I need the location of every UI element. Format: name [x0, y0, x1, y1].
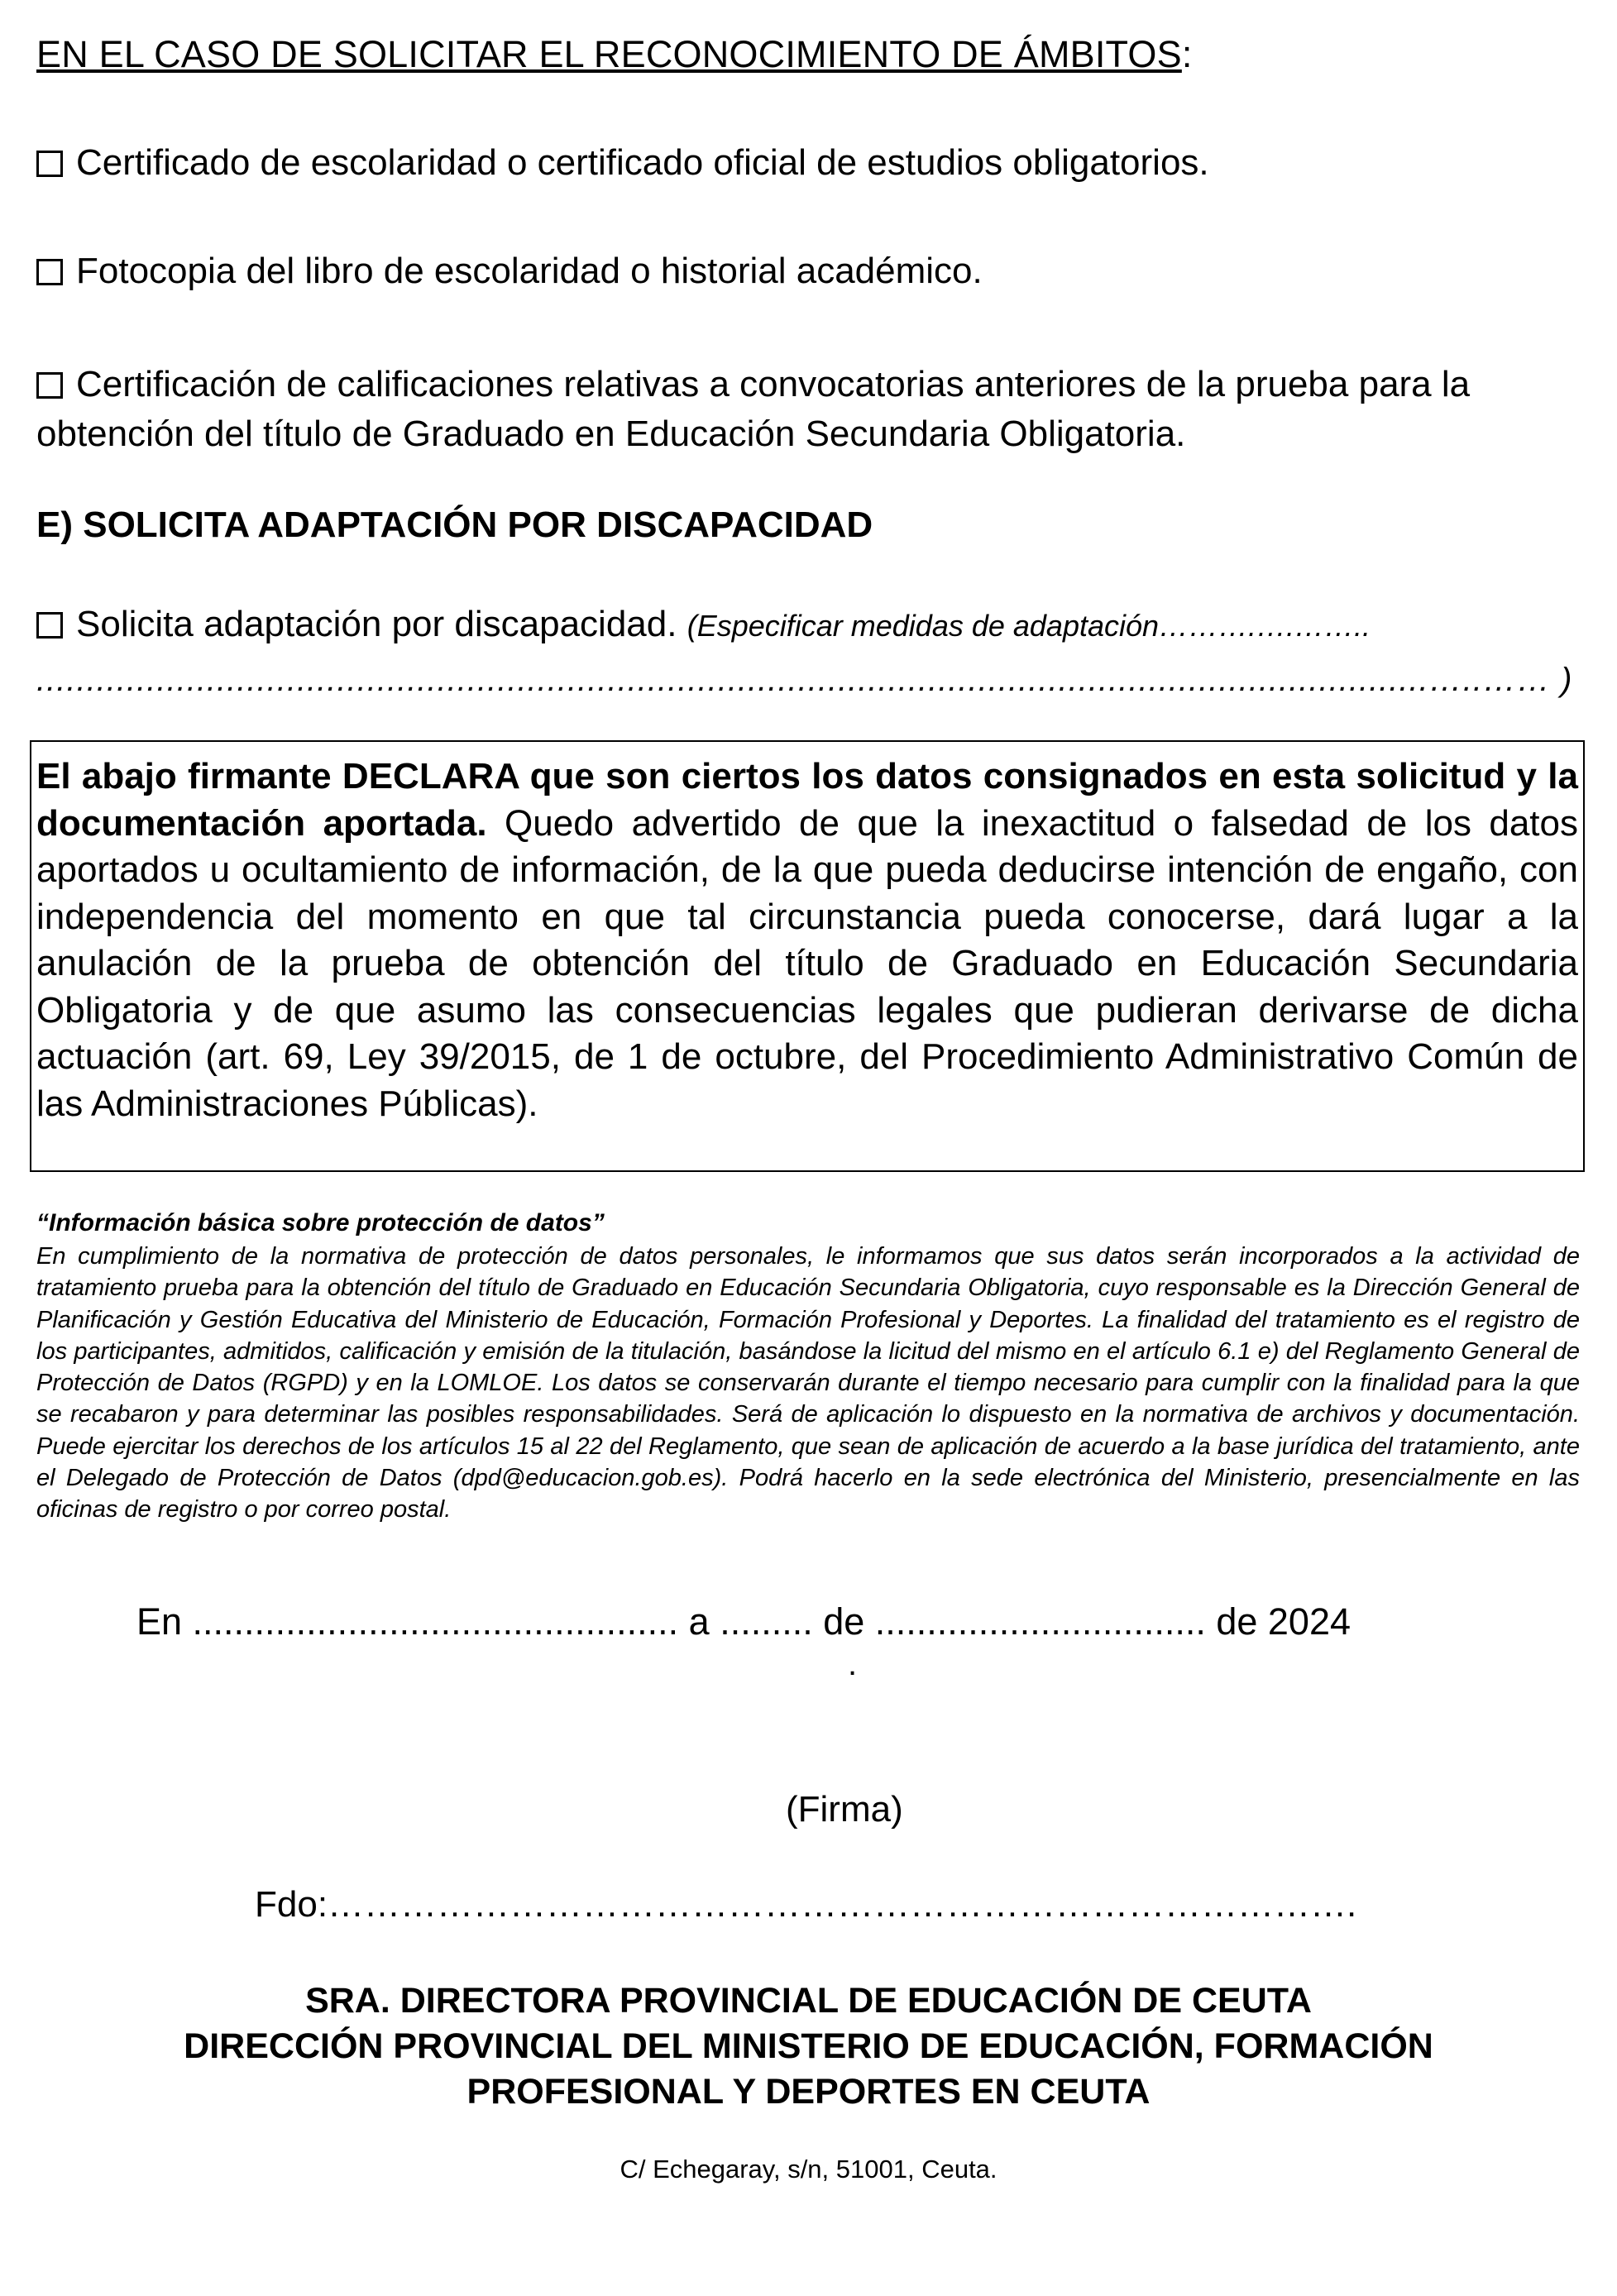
section-e-title: E) SOLICITA ADAPTACIÓN POR DISCAPACIDAD [36, 505, 873, 545]
declaration-box [30, 740, 1585, 1172]
declaration-bold: El abajo firmante DECLARA que son ciertos los datos consignados en esta solicitud y la documentación aportada. [36, 756, 1578, 844]
adaptacion-specify-hint: (Especificar medidas de adaptación……….….…….. [687, 609, 1371, 643]
ambitos-heading [36, 33, 1193, 76]
ambitos-item-certificacion[interactable] [36, 360, 1580, 459]
privacy-title: “Información básica sobre protección de datos” [36, 1209, 605, 1236]
checkbox[interactable] [36, 259, 63, 285]
ambitos-heading-text: EN EL CASO DE SOLICITAR EL RECONOCIMIENTO DE ÁMBITOS [36, 33, 1182, 75]
adaptacion-option[interactable] [36, 604, 1371, 645]
ambitos-item-fotocopia[interactable] [36, 251, 983, 292]
ambitos-item-label: Certificado de escolaridad o certificado oficial de estudios obligatorios. [76, 142, 1209, 183]
recipient-address: C/ Echegaray, s/n, 51001, Ceuta. [620, 2155, 997, 2184]
checkbox[interactable] [36, 612, 63, 639]
signature-label: (Firma) [786, 1789, 903, 1830]
declaration-body: Quedo advertido de que la inexactitud o falsedad de los datos aportados u ocultamiento de información, de la que pueda deducirse intención de engaño, con independencia del momento en que tal circunstancia pueda conocerse, dará lugar a la anulación de la prueba de obtención del título de Graduado en Educación Secundaria Obligatoria y de que asumo las consecuencias legales que pudieran derivarse de dicha actuación (art. 69, Ley 39/2015, de 1 de octubre, del Procedimiento Administrativo Común de las Administraciones Públicas). [36, 802, 1579, 1124]
adaptacion-label: Solicita adaptación por discapacidad. [76, 604, 677, 644]
ambitos-item-label: Certificación de calificaciones relativas a convocatorias anteriores de la prueba para la obtención del título de Graduado en Educación Secundaria Obligatoria. [36, 364, 1471, 454]
checkbox[interactable] [36, 151, 63, 177]
recipient-line-2: DIRECCIÓN PROVINCIAL DEL MINISTERIO DE EDUCACIÓN, FORMACIÓN [184, 2026, 1433, 2066]
place-date-dot: . [848, 1646, 858, 1682]
recipient-line-3: PROFESIONAL Y DEPORTES EN CEUTA [466, 2072, 1151, 2112]
ambitos-item-label: Fotocopia del libro de escolaridad o historial académico. [76, 251, 983, 291]
place-date-field[interactable]: En ............................................... a ......... de ................................ de 2024 [136, 1600, 1351, 1643]
ambitos-heading-colon: : [1181, 33, 1193, 75]
ambitos-item-certificado[interactable] [36, 142, 1209, 184]
checkbox[interactable] [36, 372, 63, 399]
adaptacion-specify-field[interactable]: ...........................................................................................................................................…..…… ) [36, 662, 1573, 698]
privacy-body: En cumplimiento de la normativa de protección de datos personales, le informamos que sus datos serán incorporados a la actividad de tratamiento prueba para la obtención del título de Graduado en Educación Secundaria Obligatoria, cuyo responsable es la Dirección General de Planificación y Gestión Educativa del Ministerio de Educación, Formación Profesional y Deportes. La finalidad del tratamiento es el registro de los participantes, admitidos, calificación y emisión de la titulación, basándose la licitud del mismo en el artículo 6.1 e) del Reglamento General de Protección de Datos (RGPD) y en la LOMLOE. Los datos se conservarán durante el tiempo necesario para cumplir con la finalidad para la que se recabaron y para determinar las posibles responsabilidades. Será de aplicación lo dispuesto en la normativa de archivos y documentación. Puede ejercitar los derechos de los artículos 15 al 22 del Reglamento, que sean de aplicación de acuerdo a la base jurídica del tratamiento, ante el Delegado de Protección de Datos (dpd@educacion.gob.es). Podrá hacerlo en la sede electrónica del Ministerio, presencialmente en las oficinas de registro o por correo postal. [36, 1243, 1580, 1523]
signed-by-field[interactable]: Fdo:…………………………………………………………………………. [255, 1884, 1357, 1925]
declaration-text [36, 753, 1578, 1127]
recipient-line-1: SRA. DIRECTORA PROVINCIAL DE EDUCACIÓN DE CEUTA [305, 1981, 1312, 2021]
